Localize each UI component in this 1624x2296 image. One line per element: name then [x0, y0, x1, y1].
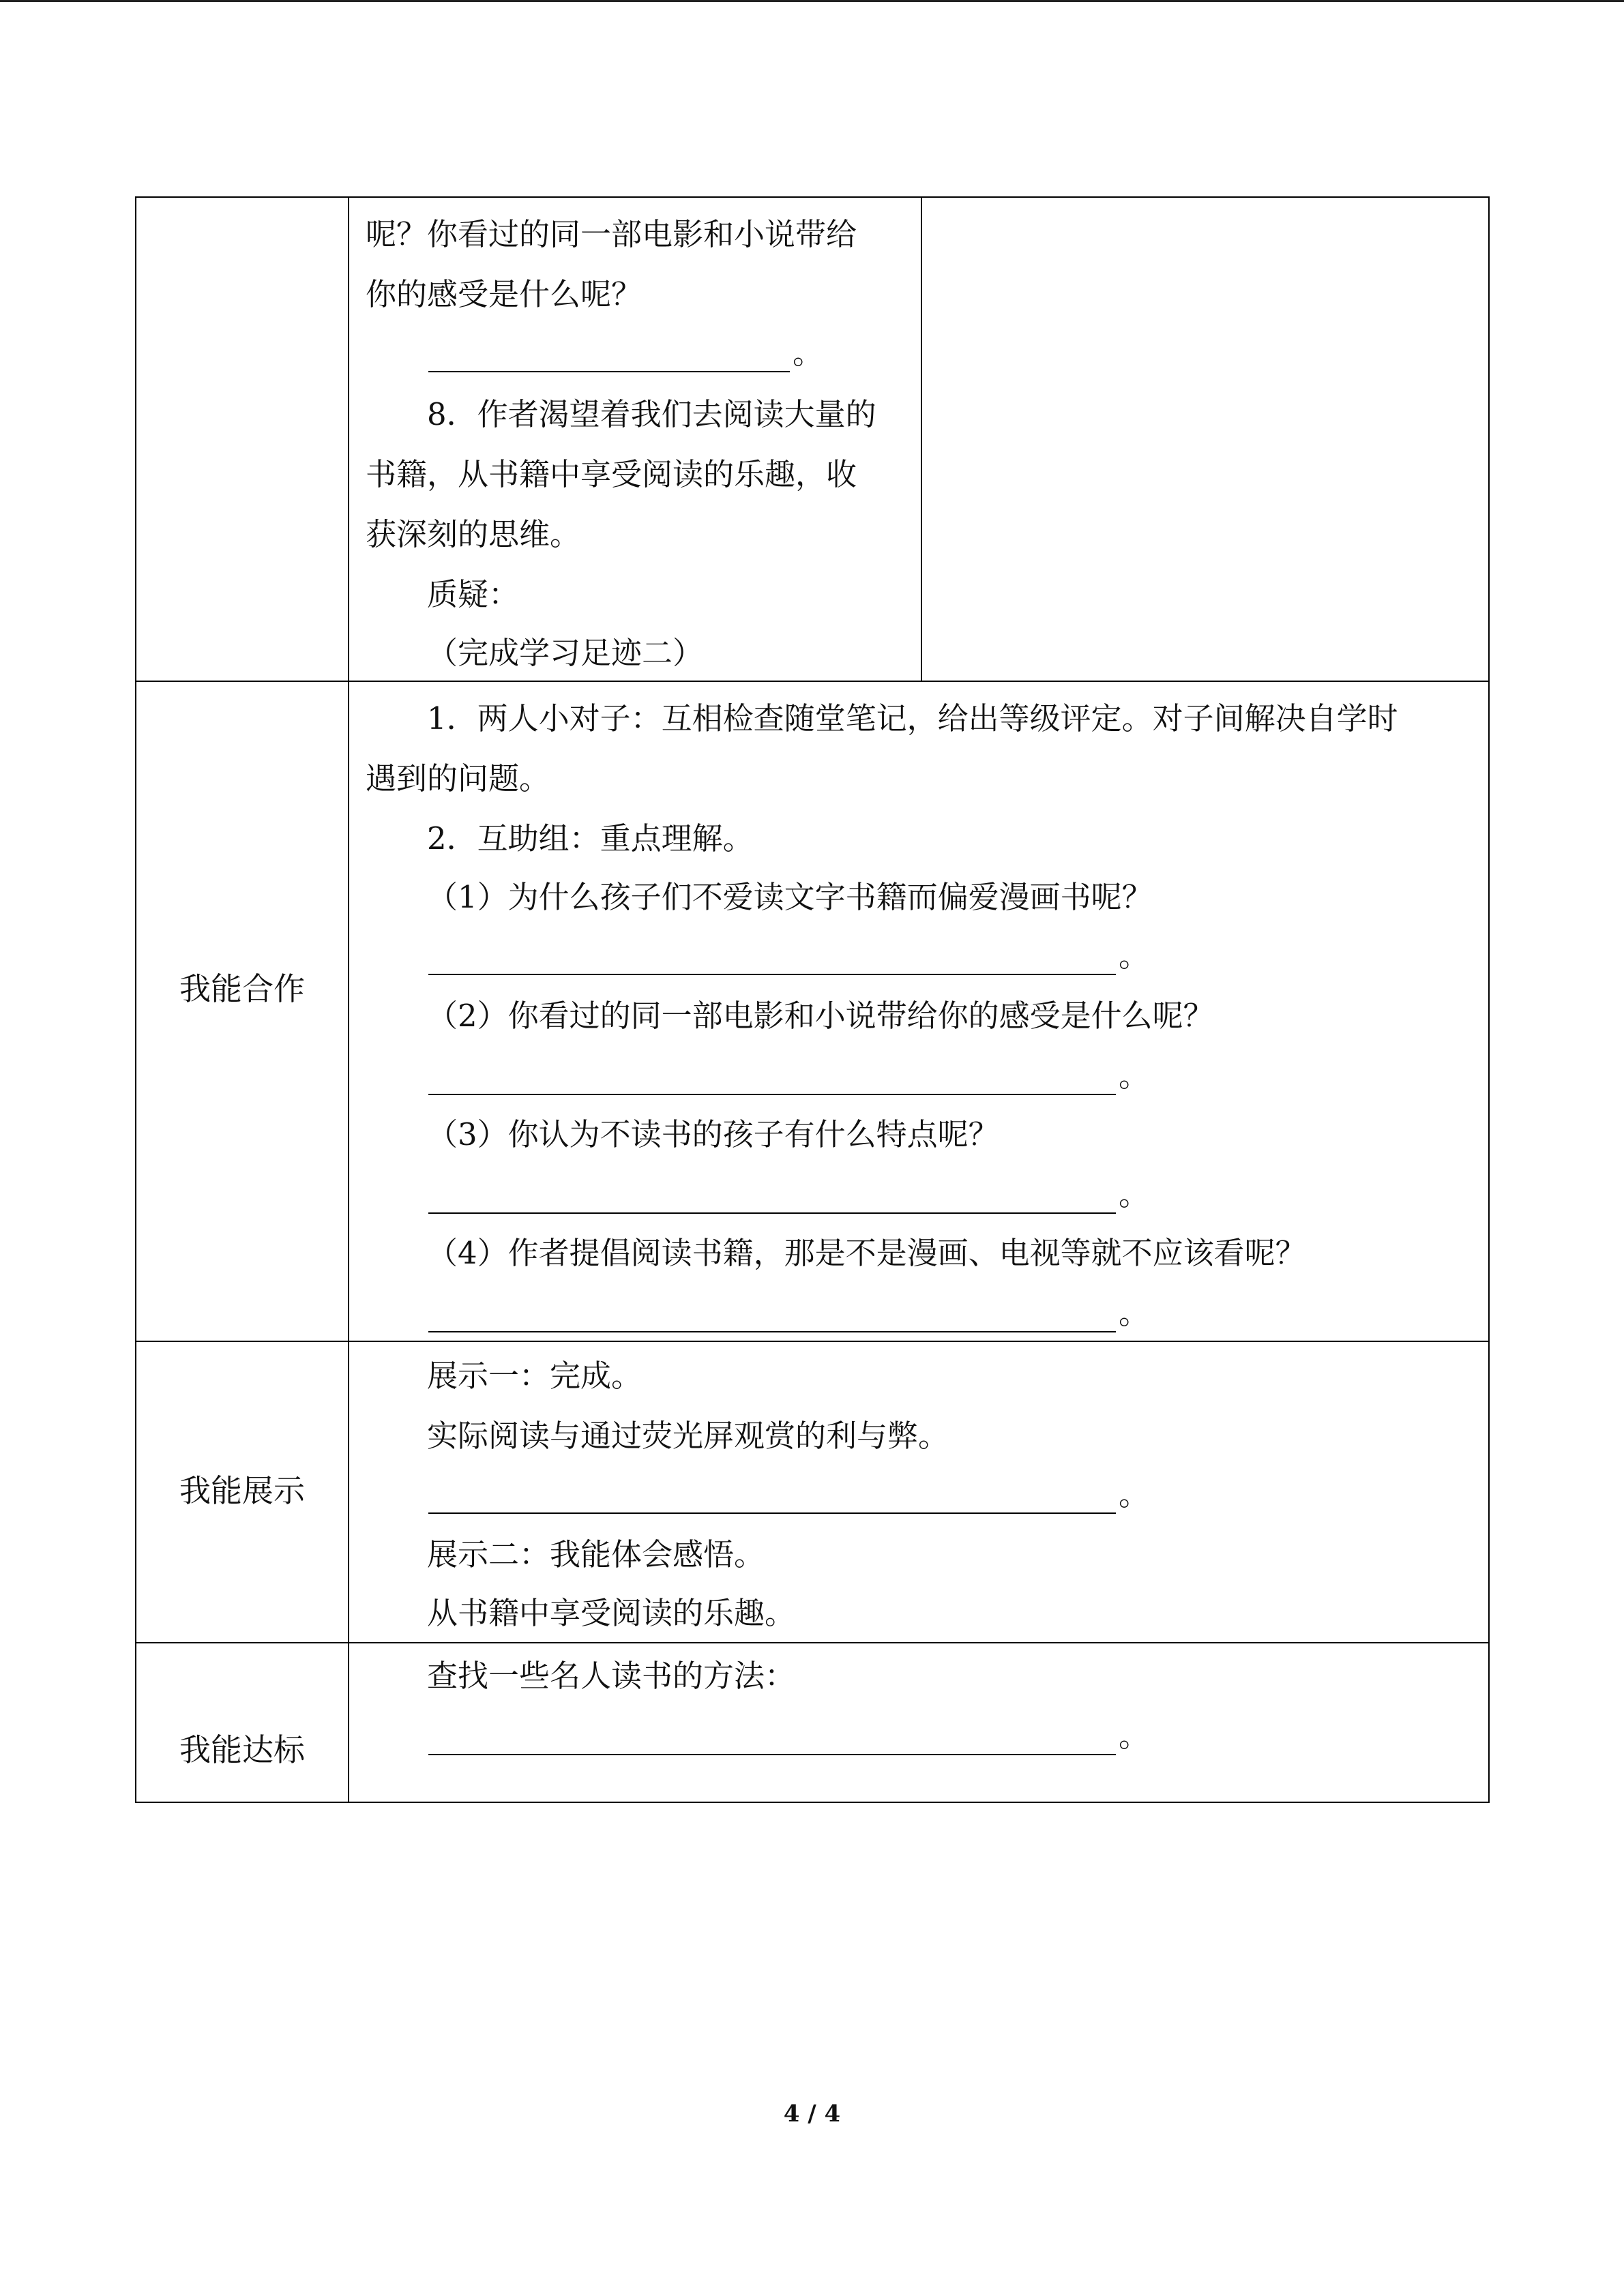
- item8-line-1: 8．作者渴望着我们去阅读大量的: [427, 396, 876, 432]
- cooperate-question-2: （2）你看过的同一部电影和小说带给你的感受是什么呢？: [427, 998, 1214, 1034]
- row-divider-3: [136, 1642, 1488, 1643]
- item8-line-2: 书籍，从书籍中享受阅读的乐趣，收: [366, 456, 857, 492]
- cooperate-item2: 2．互助组：重点理解。: [427, 820, 754, 856]
- column-divider-notes: [921, 198, 922, 682]
- answer-blank-show1[interactable]: [428, 1476, 1149, 1514]
- answer-blank-q4[interactable]: [428, 1294, 1149, 1332]
- page-top-border: [0, 0, 1624, 2]
- answer-blank-item7[interactable]: [428, 334, 823, 372]
- row-divider-1: [136, 681, 1488, 682]
- question-label: 质疑：: [427, 576, 520, 612]
- row-label-cooperate: 我能合作: [179, 970, 305, 1007]
- row-label-standard: 我能达标: [179, 1731, 305, 1768]
- blank-period: 。: [1119, 938, 1150, 974]
- display-show2-text: 从书籍中享受阅读的乐趣。: [427, 1595, 796, 1631]
- blank-period: 。: [1119, 1058, 1150, 1094]
- continuation-line-2: 你的感受是什么呢？: [366, 276, 643, 312]
- complete-note: （完成学习足迹二）: [427, 635, 704, 671]
- cooperate-question-3: （3）你认为不读书的孩子有什么特点呢？: [427, 1116, 999, 1152]
- answer-blank-q1[interactable]: [428, 937, 1149, 975]
- item8-line-3: 获深刻的思维。: [366, 516, 581, 552]
- page-number: 4 / 4: [783, 2100, 841, 2128]
- row-label-display: 我能展示: [179, 1472, 305, 1509]
- blank-period: 。: [1119, 1718, 1150, 1754]
- continuation-line-1: 呢？你看过的同一部电影和小说带给: [366, 216, 857, 252]
- column-divider-label: [348, 198, 349, 1802]
- blank-period: 。: [793, 335, 824, 371]
- blank-period: 。: [1119, 1176, 1150, 1212]
- cooperate-item1-line2: 遇到的问题。: [366, 760, 550, 796]
- display-show1-title: 展示一：完成。: [427, 1358, 643, 1394]
- answer-blank-standard[interactable]: [428, 1717, 1149, 1755]
- display-show1-text: 实际阅读与通过荧光屏观赏的利与弊。: [427, 1418, 949, 1454]
- answer-blank-q3[interactable]: [428, 1176, 1149, 1214]
- answer-blank-q2[interactable]: [428, 1057, 1149, 1095]
- cooperate-question-1: （1）为什么孩子们不爱读文字书籍而偏爱漫画书呢？: [427, 879, 1153, 915]
- blank-period: 。: [1119, 1295, 1150, 1331]
- display-show2-title: 展示二：我能体会感悟。: [427, 1536, 765, 1572]
- cooperate-question-4: （4）作者提倡阅读书籍，那是不是漫画、电视等就不应该看呢？: [427, 1235, 1306, 1271]
- worksheet-table: [135, 196, 1490, 1803]
- row-divider-2: [136, 1341, 1488, 1342]
- cooperate-item1-line1: 1．两人小对子：互相检查随堂笔记，给出等级评定。对子间解决自学时: [427, 700, 1398, 736]
- blank-period: 。: [1119, 1476, 1150, 1512]
- standard-text: 查找一些名人读书的方法：: [427, 1658, 796, 1694]
